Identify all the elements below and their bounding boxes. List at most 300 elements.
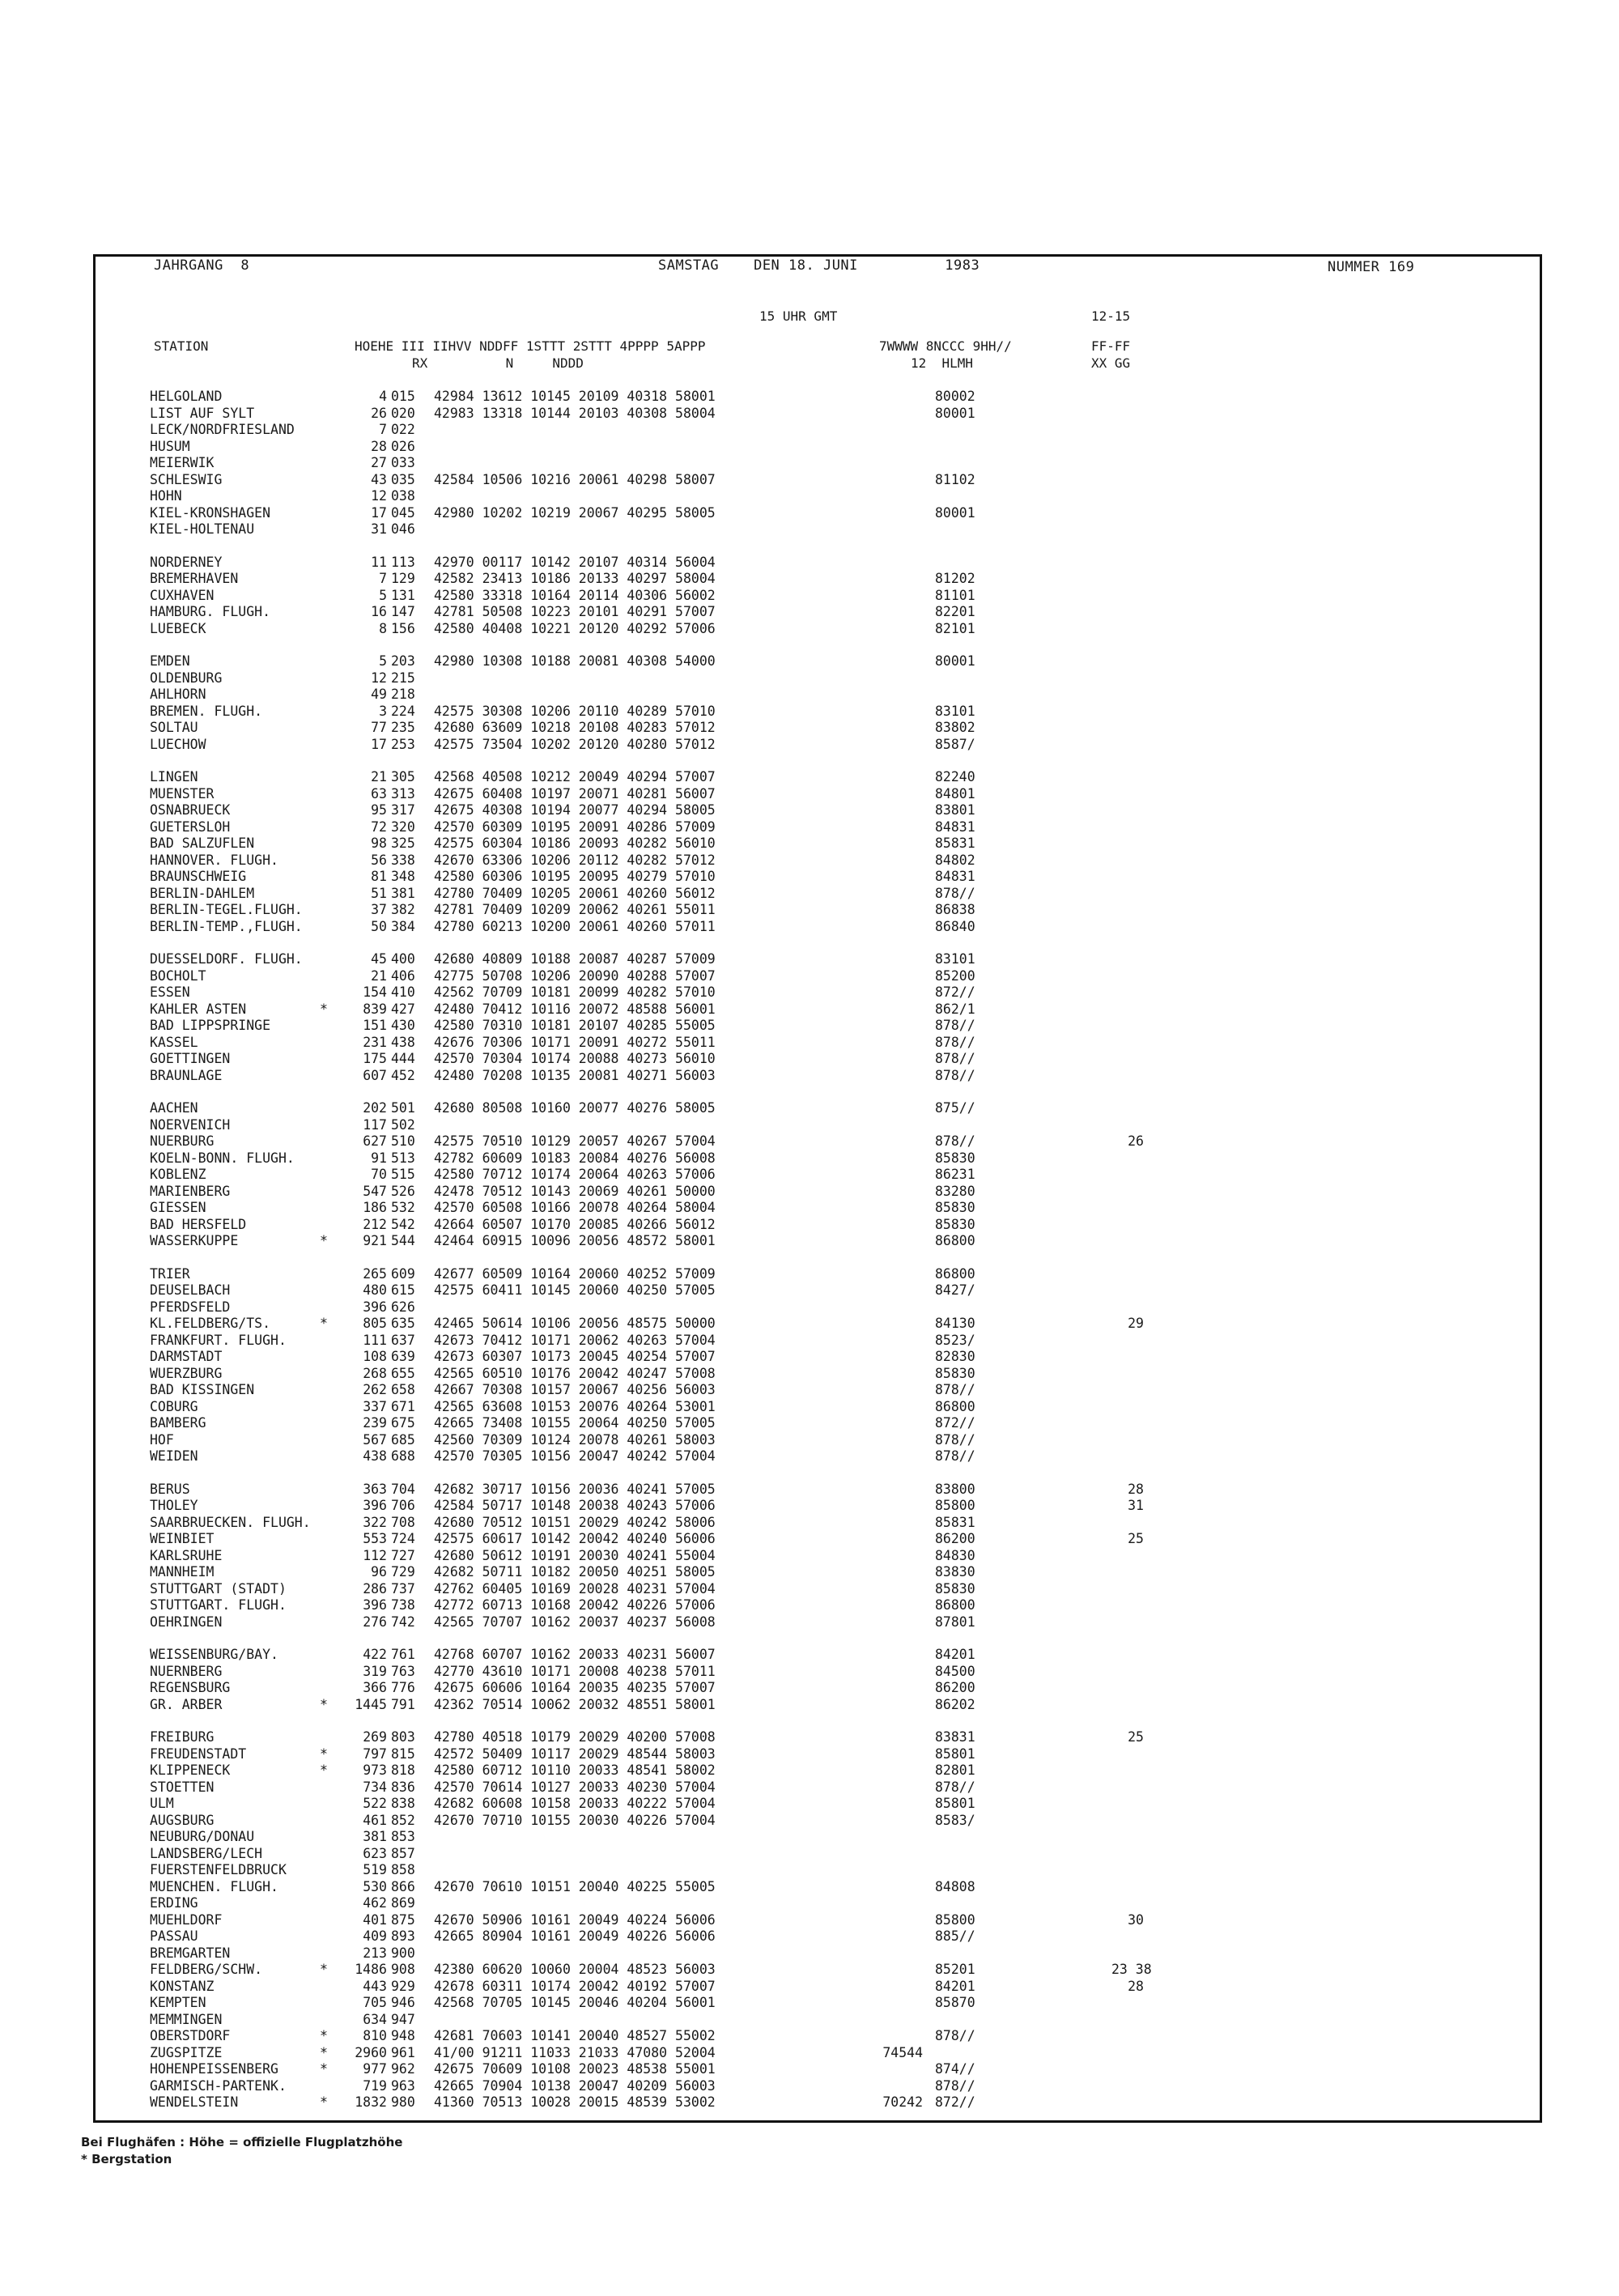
station-number: 131 xyxy=(391,587,415,603)
cloud-group: 85830 xyxy=(935,1216,975,1232)
table-row xyxy=(96,488,1545,505)
mountain-marker: * xyxy=(320,2094,328,2110)
table-row xyxy=(96,1399,1545,1416)
cloud-group: 878// xyxy=(935,1779,975,1795)
table-row xyxy=(96,1597,1545,1614)
height: 286 xyxy=(363,1580,387,1597)
station-name: FRANKFURT. FLUGH. xyxy=(150,1332,287,1348)
height: 530 xyxy=(363,1878,387,1894)
table-row xyxy=(96,2045,1545,2062)
gust-group: 25 xyxy=(1128,1531,1144,1546)
synop-groups: 42465 50614 10106 20056 48575 50000 xyxy=(434,1316,716,1331)
station-number: 869 xyxy=(391,1895,415,1911)
cloud-group: 85831 xyxy=(935,1514,975,1530)
station-name: MUENCHEN. FLUGH. xyxy=(150,1878,278,1894)
station-name: PASSAU xyxy=(150,1928,198,1944)
height: 634 xyxy=(363,2011,387,2027)
code-subheaders: RX N NDDD xyxy=(412,355,584,371)
cloud-group: 885// xyxy=(935,1928,975,1944)
station-name: AACHEN xyxy=(150,1100,198,1116)
cloud-group: 85830 xyxy=(935,1580,975,1597)
cloud-group: 86838 xyxy=(935,902,975,917)
station-number: 706 xyxy=(391,1498,415,1513)
station-number: 035 xyxy=(391,471,415,487)
height: 265 xyxy=(363,1265,387,1282)
synop-groups: 42570 60508 10166 20078 40264 58004 xyxy=(434,1200,716,1215)
height: 151 xyxy=(363,1018,387,1033)
height: 1486 xyxy=(355,1962,387,1977)
station-number: 961 xyxy=(391,2044,415,2060)
height: 12 xyxy=(371,488,387,504)
station-name: FUERSTENFELDBRUCK xyxy=(150,1862,287,1877)
synop-groups: 42678 60311 10174 20042 40192 57007 xyxy=(434,1978,716,1994)
table-row xyxy=(96,1962,1545,1979)
station-name: KLIPPENECK xyxy=(150,1762,231,1778)
station-number: 305 xyxy=(391,769,415,784)
cloud-group: 878// xyxy=(935,1067,975,1083)
cloud-group: 86840 xyxy=(935,918,975,934)
code-column-headers-2: 7WWWW 8NCCC 9HH// xyxy=(879,338,1012,354)
table-row xyxy=(96,1051,1545,1068)
station-number: 320 xyxy=(391,818,415,835)
table-row xyxy=(96,1001,1545,1018)
height: 5 xyxy=(379,653,387,669)
table-row xyxy=(96,455,1545,472)
table-row xyxy=(96,1233,1545,1250)
station-number: 515 xyxy=(391,1167,415,1182)
station-number: 729 xyxy=(391,1564,415,1580)
cloud-group: 878// xyxy=(935,1051,975,1066)
station-number: 635 xyxy=(391,1316,415,1331)
table-row xyxy=(96,902,1545,919)
table-row xyxy=(96,1100,1545,1117)
gust-group: 28 xyxy=(1128,1481,1144,1497)
station-name: LUEBECK xyxy=(150,620,206,636)
station-name: HAMBURG. FLUGH. xyxy=(150,604,271,619)
station-name: OEHRINGEN xyxy=(150,1614,223,1630)
station-name: BREMGARTEN xyxy=(150,1945,231,1961)
table-row xyxy=(96,1448,1545,1465)
station-number: 313 xyxy=(391,785,415,801)
station-name: LECK/NORDFRIESLAND xyxy=(150,422,295,437)
height: 627 xyxy=(363,1133,387,1149)
height: 366 xyxy=(363,1680,387,1695)
height: 734 xyxy=(363,1779,387,1795)
table-row xyxy=(96,1680,1545,1697)
synop-groups: 42480 70412 10116 20072 48588 56001 xyxy=(434,1001,716,1017)
table-row xyxy=(96,1895,1545,1912)
synop-groups: 42580 60712 10110 20033 48541 58002 xyxy=(434,1762,716,1778)
cloud-group: 862/1 xyxy=(935,1001,975,1017)
synop-groups: 42762 60405 10169 20028 40231 57004 xyxy=(434,1580,716,1597)
synop-groups: 42682 30717 10156 20036 40241 57005 xyxy=(434,1481,716,1497)
mountain-marker: * xyxy=(320,1962,328,1977)
station-name: STOETTEN xyxy=(150,1779,215,1795)
height: 51 xyxy=(371,885,387,901)
station-name: ZUGSPITZE xyxy=(150,2044,223,2060)
table-row xyxy=(96,1779,1545,1796)
cloud-group: 85801 xyxy=(935,1796,975,1811)
station-name: LIST AUF SYLT xyxy=(150,405,255,421)
station-number: 704 xyxy=(391,1481,415,1497)
station-number: 724 xyxy=(391,1531,415,1546)
height: 268 xyxy=(363,1365,387,1381)
height: 154 xyxy=(363,984,387,1000)
table-row xyxy=(96,521,1545,538)
station-name: BAMBERG xyxy=(150,1415,206,1431)
station-number: 763 xyxy=(391,1663,415,1679)
cloud-group: 8427/ xyxy=(935,1282,975,1298)
station-name: HUSUM xyxy=(150,438,190,454)
station-name: GUETERSLOH xyxy=(150,818,231,835)
table-row xyxy=(96,968,1545,985)
table-row xyxy=(96,1333,1545,1350)
table-row xyxy=(96,1729,1545,1746)
table-row xyxy=(96,951,1545,968)
date-label: SAMSTAG DEN 18. JUNI 1983 xyxy=(658,257,980,274)
cloud-group: 878// xyxy=(935,2077,975,2094)
synop-groups: 42782 60609 10183 20084 40276 56008 xyxy=(434,1150,716,1166)
synop-groups: 42970 00117 10142 20107 40314 56004 xyxy=(434,554,716,570)
height: 11 xyxy=(371,554,387,570)
table-row xyxy=(96,1217,1545,1234)
synop-groups: 42560 70309 10124 20078 40261 58003 xyxy=(434,1431,716,1448)
station-name: HOHN xyxy=(150,488,182,504)
station-number: 615 xyxy=(391,1282,415,1298)
cloud-group: 85830 xyxy=(935,1365,975,1381)
cloud-group: 872// xyxy=(935,2094,975,2110)
station-name: FREIBURG xyxy=(150,1729,215,1745)
table-row xyxy=(96,1564,1545,1581)
synop-groups: 42380 60620 10060 20004 48523 56003 xyxy=(434,1962,716,1977)
height: 213 xyxy=(363,1945,387,1961)
station-name: DEUSELBACH xyxy=(150,1282,231,1298)
station-name: HELGOLAND xyxy=(150,389,223,404)
cloud-group: 85801 xyxy=(935,1745,975,1762)
table-row xyxy=(96,1068,1545,1085)
station-number: 410 xyxy=(391,984,415,1000)
synop-groups: 42572 50409 10117 20029 48544 58003 xyxy=(434,1745,716,1762)
gust-group: 26 xyxy=(1128,1133,1144,1149)
height: 27 xyxy=(371,455,387,470)
table-row xyxy=(96,1035,1545,1052)
table-row xyxy=(96,1813,1545,1830)
ff-column-header: FF-FF xyxy=(1091,338,1131,354)
station-name: HOHENPEISSENBERG xyxy=(150,2061,278,2077)
station-name: MUEHLDORF xyxy=(150,1911,223,1928)
height: 26 xyxy=(371,405,387,421)
station-number: 858 xyxy=(391,1862,415,1877)
height: 95 xyxy=(371,802,387,818)
station-number: 609 xyxy=(391,1265,415,1282)
station-number: 218 xyxy=(391,687,415,702)
height: 91 xyxy=(371,1150,387,1166)
cloud-group: 85830 xyxy=(935,1200,975,1215)
synop-groups: 42568 70705 10145 20046 40204 56001 xyxy=(434,1995,716,2010)
weather-group: 74544 xyxy=(882,2044,923,2060)
height: 276 xyxy=(363,1614,387,1630)
station-number: 544 xyxy=(391,1233,415,1248)
station-number: 348 xyxy=(391,869,415,884)
table-row xyxy=(96,720,1545,737)
gust-group: 31 xyxy=(1128,1498,1144,1513)
station-name: WUERZBURG xyxy=(150,1365,223,1381)
synop-groups: 42673 70412 10171 20062 40263 57004 xyxy=(434,1332,716,1348)
height: 37 xyxy=(371,902,387,917)
cloud-group: 84801 xyxy=(935,785,975,801)
cloud-group: 86202 xyxy=(935,1696,975,1712)
synop-groups: 42562 70709 10181 20099 40282 57010 xyxy=(434,984,716,1000)
height: 28 xyxy=(371,438,387,454)
table-row xyxy=(96,769,1545,786)
cloud-group: 878// xyxy=(935,1034,975,1050)
table-row xyxy=(96,802,1545,819)
synop-groups: 42580 70712 10174 20064 40263 57006 xyxy=(434,1167,716,1182)
table-row xyxy=(96,1647,1545,1664)
ff-subheader: XX GG xyxy=(1091,355,1131,371)
table-row xyxy=(96,1498,1545,1515)
station-name: WEIDEN xyxy=(150,1448,198,1464)
station-name: GR. ARBER xyxy=(150,1696,223,1712)
station-number: 626 xyxy=(391,1299,415,1315)
station-name: WEISSENBURG/BAY. xyxy=(150,1647,278,1662)
synop-groups: 42670 63306 10206 20112 40282 57012 xyxy=(434,852,716,868)
height: 921 xyxy=(363,1233,387,1248)
cloud-group: 84830 xyxy=(935,1547,975,1563)
station-number: 438 xyxy=(391,1034,415,1050)
table-row xyxy=(96,1846,1545,1863)
height: 111 xyxy=(363,1332,387,1348)
station-number: 045 xyxy=(391,504,415,521)
cloud-group: 84201 xyxy=(935,1647,975,1662)
mountain-marker: * xyxy=(320,2061,328,2077)
table-row xyxy=(96,1366,1545,1383)
height: 607 xyxy=(363,1067,387,1083)
height: 21 xyxy=(371,769,387,784)
height: 381 xyxy=(363,1829,387,1844)
cloud-group: 83802 xyxy=(935,720,975,735)
mountain-marker: * xyxy=(320,1696,328,1712)
station-number: 791 xyxy=(391,1696,415,1712)
synop-groups: 42680 80508 10160 20077 40276 58005 xyxy=(434,1100,716,1116)
station-name: CUXHAVEN xyxy=(150,587,215,603)
station-number: 776 xyxy=(391,1680,415,1695)
synop-groups: 42570 70305 10156 20047 40242 57004 xyxy=(434,1448,716,1464)
station-name: KOELN-BONN. FLUGH. xyxy=(150,1150,295,1166)
footnote-mountain-station: * Bergstation xyxy=(81,2152,172,2166)
table-row xyxy=(96,1200,1545,1217)
station-number: 427 xyxy=(391,1001,415,1017)
table-row xyxy=(96,1349,1545,1366)
cloud-group: 85830 xyxy=(935,1150,975,1166)
table-row xyxy=(96,1382,1545,1399)
station-number: 738 xyxy=(391,1597,415,1613)
cloud-group: 80002 xyxy=(935,389,975,404)
cloud-group: 84130 xyxy=(935,1316,975,1331)
station-name: BERLIN-TEMP.,FLUGH. xyxy=(150,918,303,934)
station-number: 675 xyxy=(391,1415,415,1431)
synop-groups: 42780 60213 10200 20061 40260 57011 xyxy=(434,918,716,934)
height: 98 xyxy=(371,835,387,851)
synop-groups: 42570 70304 10174 20088 40273 56010 xyxy=(434,1051,716,1066)
table-row xyxy=(96,1664,1545,1681)
station-number: 033 xyxy=(391,455,415,470)
jahrgang-label: JAHRGANG 8 xyxy=(154,257,250,274)
cloud-group: 85201 xyxy=(935,1962,975,1977)
cloud-group: 85831 xyxy=(935,835,975,851)
station-number: 946 xyxy=(391,1995,415,2010)
station-number: 156 xyxy=(391,620,415,636)
synop-groups: 42464 60915 10096 20056 48572 58001 xyxy=(434,1233,716,1248)
height: 1445 xyxy=(355,1696,387,1712)
table-row xyxy=(96,1829,1545,1846)
station-number: 853 xyxy=(391,1829,415,1844)
station-name: KIEL-KRONSHAGEN xyxy=(150,504,271,521)
height: 77 xyxy=(371,720,387,735)
table-row xyxy=(96,886,1545,903)
station-name: KEMPTEN xyxy=(150,1995,206,2010)
station-number: 532 xyxy=(391,1200,415,1215)
height: 49 xyxy=(371,687,387,702)
synop-groups: 42680 63609 10218 20108 40283 57012 xyxy=(434,720,716,735)
station-name: ULM xyxy=(150,1796,174,1811)
station-name: STUTTGART. FLUGH. xyxy=(150,1597,287,1613)
synop-groups: 42675 70609 10108 20023 48538 55001 xyxy=(434,2061,716,2077)
station-name: HOF xyxy=(150,1431,174,1448)
station-name: COBURG xyxy=(150,1398,198,1414)
station-name: WEINBIET xyxy=(150,1531,215,1546)
cloud-group: 85200 xyxy=(935,967,975,984)
synop-groups: 42675 40308 10194 20077 40294 58005 xyxy=(434,802,716,818)
table-row xyxy=(96,1316,1545,1333)
station-number: 325 xyxy=(391,835,415,851)
synop-groups: 42984 13612 10145 20109 40318 58001 xyxy=(434,389,716,404)
table-row xyxy=(96,1415,1545,1432)
cloud-group: 83280 xyxy=(935,1183,975,1199)
table-row xyxy=(96,786,1545,803)
cloud-group: 86800 xyxy=(935,1398,975,1414)
cloud-group: 8583/ xyxy=(935,1812,975,1828)
cloud-group: 84802 xyxy=(935,852,975,868)
station-column-header: STATION xyxy=(154,338,209,354)
station-number: 510 xyxy=(391,1133,415,1149)
station-name: BERUS xyxy=(150,1481,190,1497)
station-number: 147 xyxy=(391,604,415,619)
station-number: 338 xyxy=(391,852,415,868)
code-subheaders-2: 12 HLMH xyxy=(911,355,974,371)
height: 337 xyxy=(363,1398,387,1414)
height: 63 xyxy=(371,785,387,801)
synop-groups: 42582 23413 10186 20133 40297 58004 xyxy=(434,571,716,586)
cloud-group: 8587/ xyxy=(935,736,975,752)
mountain-marker: * xyxy=(320,1745,328,1762)
table-row xyxy=(96,1432,1545,1449)
station-name: TRIER xyxy=(150,1265,190,1282)
height: 2960 xyxy=(355,2044,387,2060)
station-number: 836 xyxy=(391,1779,415,1795)
gust-group: 30 xyxy=(1128,1911,1144,1928)
synop-groups: 42780 40518 10179 20029 40200 57008 xyxy=(434,1729,716,1745)
synop-groups: 42665 70904 10138 20047 40209 56003 xyxy=(434,2077,716,2094)
height: 319 xyxy=(363,1663,387,1679)
height: 72 xyxy=(371,818,387,835)
station-name: BOCHOLT xyxy=(150,967,206,984)
synop-groups: 42673 60307 10173 20045 40254 57007 xyxy=(434,1349,716,1364)
height: 519 xyxy=(363,1862,387,1877)
station-name: FELDBERG/SCHW. xyxy=(150,1962,263,1977)
height: 1832 xyxy=(355,2094,387,2110)
table-row xyxy=(96,1282,1545,1299)
station-name: BREMEN. FLUGH. xyxy=(150,703,263,719)
table-row xyxy=(96,406,1545,423)
station-number: 727 xyxy=(391,1547,415,1563)
table-row xyxy=(96,852,1545,870)
station-number: 046 xyxy=(391,521,415,537)
synop-groups: 42772 60713 10168 20042 40226 57006 xyxy=(434,1597,716,1613)
height: 175 xyxy=(363,1051,387,1066)
cloud-group: 85800 xyxy=(935,1911,975,1928)
station-number: 406 xyxy=(391,967,415,984)
station-name: BREMERHAVEN xyxy=(150,571,239,586)
height: 7 xyxy=(379,422,387,437)
synop-groups: 42575 73504 10202 20120 40280 57012 xyxy=(434,736,716,752)
table-row xyxy=(96,670,1545,687)
cloud-group: 874// xyxy=(935,2061,975,2077)
gust-group: 23 38 xyxy=(1111,1962,1152,1977)
cloud-group: 85870 xyxy=(935,1995,975,2010)
station-number: 639 xyxy=(391,1349,415,1364)
height: 81 xyxy=(371,869,387,884)
height: 8 xyxy=(379,620,387,636)
station-number: 317 xyxy=(391,802,415,818)
table-row xyxy=(96,1266,1545,1283)
station-name: HANNOVER. FLUGH. xyxy=(150,852,278,868)
height: 322 xyxy=(363,1514,387,1530)
station-number: 384 xyxy=(391,918,415,934)
cloud-group: 878// xyxy=(935,1382,975,1397)
table-row xyxy=(96,1299,1545,1316)
table-row xyxy=(96,737,1545,754)
station-number: 948 xyxy=(391,2028,415,2043)
table-row xyxy=(96,1150,1545,1167)
synop-groups: 42580 33318 10164 20114 40306 56002 xyxy=(434,587,716,603)
height: 3 xyxy=(379,703,387,719)
synop-groups: 42580 60306 10195 20095 40279 57010 xyxy=(434,869,716,884)
cloud-group: 86231 xyxy=(935,1167,975,1182)
cloud-group: 875// xyxy=(935,1100,975,1116)
synop-groups: 42670 70610 10151 20040 40225 55005 xyxy=(434,1878,716,1894)
table-row xyxy=(96,1995,1545,2012)
cloud-group: 81101 xyxy=(935,587,975,603)
station-number: 203 xyxy=(391,653,415,669)
height: 186 xyxy=(363,1200,387,1215)
synop-groups: 42665 80904 10161 20049 40226 56006 xyxy=(434,1928,716,1944)
table-row xyxy=(96,819,1545,836)
cloud-group: 81102 xyxy=(935,471,975,487)
issue-number: NUMMER 169 xyxy=(1328,259,1415,275)
gust-group: 28 xyxy=(1128,1978,1144,1994)
gust-group: 29 xyxy=(1128,1316,1144,1331)
station-name: KASSEL xyxy=(150,1034,198,1050)
table-row xyxy=(96,1531,1545,1548)
cloud-group: 872// xyxy=(935,1415,975,1431)
height: 797 xyxy=(363,1745,387,1762)
station-number: 866 xyxy=(391,1878,415,1894)
cloud-group: 86800 xyxy=(935,1597,975,1613)
station-name: NEUBURG/DONAU xyxy=(150,1829,255,1844)
height: 202 xyxy=(363,1100,387,1116)
station-name: MANNHEIM xyxy=(150,1564,215,1580)
